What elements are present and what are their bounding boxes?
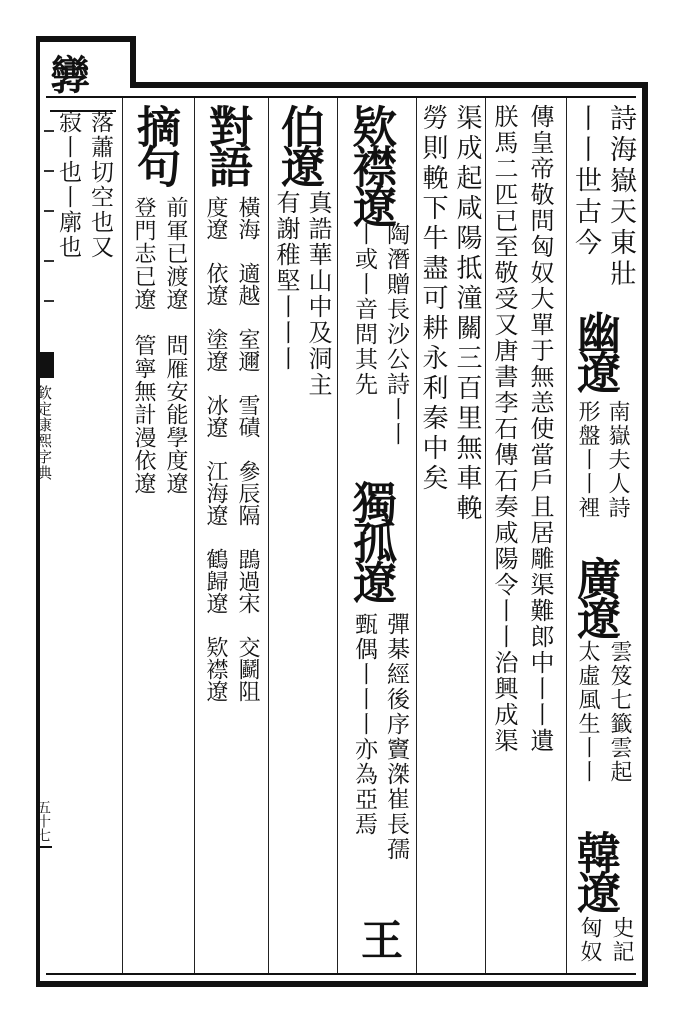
frame-rule-right: [642, 82, 648, 987]
text-column: [201, 104, 252, 184]
column-divider: [566, 98, 567, 973]
text-segment: 陶潛贈長沙公詩丨丨: [383, 222, 409, 447]
text-column: [606, 400, 628, 520]
text-column: [164, 196, 186, 495]
book-title-label: 欽定康熙字典: [35, 385, 53, 481]
text-segment: 朕馬二匹已至敬受又唐書李石傳石奏咸陽令丨丨治興成渠: [490, 104, 518, 754]
margin-dash: [44, 210, 54, 212]
column-line: [572, 104, 599, 290]
column-divider: [337, 98, 338, 973]
text-segment: 傳皇帝敬問匈奴大單于無恙使當戶且居雕渠難郎中丨丨遺: [526, 104, 554, 754]
text-column: [610, 916, 632, 964]
text-segment: 丨或丨音問其先: [351, 222, 377, 397]
text-column: [236, 196, 258, 702]
text-segment: 落蕭切空也又: [87, 110, 113, 260]
text-segment: 寂丨也丨廓也: [55, 110, 81, 260]
text-column: [384, 612, 407, 862]
column-line: [607, 104, 634, 290]
header-character: 㝈: [50, 52, 90, 99]
text-column: [576, 640, 598, 784]
headword: 獨孤遼: [345, 480, 396, 600]
text-segment: 太虛風生丨丨: [575, 640, 600, 784]
text-column: [420, 104, 446, 494]
margin-dash: [44, 170, 54, 172]
column-divider: [268, 98, 269, 973]
text-column: [273, 104, 324, 184]
text-segment: 詩海嶽天東壯: [605, 104, 636, 290]
text-column: [352, 612, 375, 837]
frame-rule-left: [36, 36, 40, 987]
text-segment: 登門志已遼 管寧無計漫依遼: [131, 196, 156, 495]
headword: 對語: [201, 104, 252, 184]
text-column: [56, 110, 79, 260]
column-divider: [194, 98, 195, 973]
column-divider: [122, 98, 123, 973]
text-segment: 匈奴: [577, 916, 602, 964]
headword: 王: [355, 918, 404, 956]
headword: 幽遼: [569, 310, 620, 390]
text-segment: 彈棊經後序竇滐崔長孺: [383, 612, 409, 862]
text-column: [608, 640, 630, 784]
text-column: [492, 104, 516, 754]
margin-dash: [44, 130, 54, 132]
margin-dash: [44, 300, 54, 302]
frame-rule-top-left: [36, 36, 136, 42]
text-column: [132, 196, 154, 495]
page-number-rule: [40, 846, 52, 848]
header-box: [50, 52, 116, 112]
text-segment: 丨丨世古今: [570, 104, 601, 259]
frame-rule-top: [130, 82, 648, 88]
text-segment: 雲笈七籤雲起: [607, 640, 632, 784]
headword: 欵襟遼: [345, 104, 396, 224]
text-segment: 前軍已渡遼 問雁安能學度遼: [163, 196, 188, 495]
inner-rule-bottom: [46, 973, 636, 975]
column-divider: [416, 98, 417, 973]
text-segment: 甄偶丨丨丨亦為亞焉: [351, 612, 377, 837]
text-column: [569, 830, 620, 910]
inner-rule-top: [46, 96, 636, 98]
text-column: [578, 916, 600, 964]
text-column: [345, 104, 396, 224]
frame-rule-bottom: [36, 981, 648, 987]
headword: 廣遼: [569, 556, 620, 636]
text-column: [576, 400, 598, 520]
text-segment: 真誥華山中及洞主: [304, 190, 332, 398]
text-column: [569, 556, 620, 636]
text-column: [569, 310, 620, 390]
text-segment: 度遼 依遼 塗遼 冰遼 江海遼 鶴歸遼 欵襟遼: [203, 196, 228, 702]
fishtail-mark: [38, 352, 54, 378]
page-number: 五十七: [35, 800, 51, 842]
text-column: [355, 918, 404, 956]
text-column: [352, 222, 375, 397]
text-column: [306, 190, 330, 398]
text-column: [129, 104, 180, 184]
margin-dash: [44, 260, 54, 262]
frame-notch: [130, 36, 136, 88]
text-column: [345, 480, 396, 600]
text-column: [204, 196, 226, 702]
text-segment: 史記: [609, 916, 634, 964]
headword: 伯遼: [273, 104, 324, 184]
text-segment: 勞則輓下牛盡可耕永利秦中矣: [418, 104, 448, 494]
text-column: [454, 104, 480, 524]
text-segment: 形盤丨丨裡: [575, 400, 600, 520]
text-column: [274, 190, 298, 372]
text-segment: 渠成起咸陽抵潼關三百里無車輓: [452, 104, 482, 524]
text-column: [572, 104, 634, 290]
text-column: [528, 104, 552, 754]
text-column: [384, 222, 407, 447]
headword: 摘句: [129, 104, 180, 184]
text-segment: 橫海 適越 室邇 雪磧 參辰隔 鵾過宋 交鬬阻: [235, 196, 260, 702]
text-column: [88, 110, 111, 260]
text-segment: 南嶽夫人詩: [605, 400, 630, 520]
text-segment: 有謝稚堅丨丨丨: [272, 190, 300, 372]
column-divider: [485, 98, 486, 973]
headword: 韓遼: [569, 830, 620, 910]
